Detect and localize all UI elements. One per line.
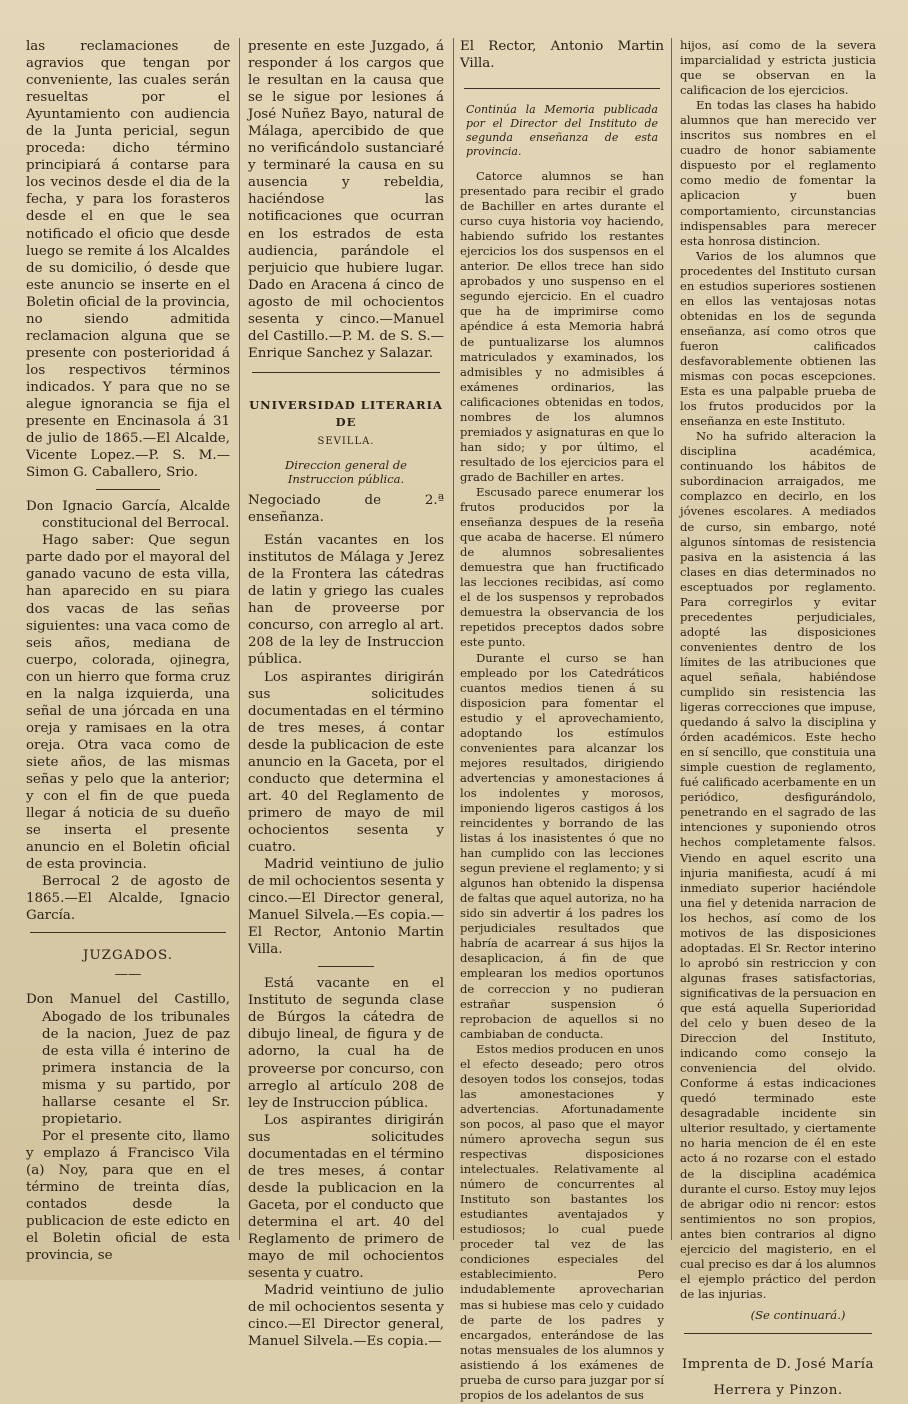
paragraph: Están vacantes en los institutos de Málaga y Jerez de la Frontera las cátedras de latin y griego las cuales han de proveerse por concurso, con arreglo al art. 208 de la ley de Instruccion pública.: [248, 533, 444, 668]
paragraph: Durante el curso se han empleado por los Catedráticos cuantos medios tienen á su disposicion para fomentar el estudio y el aprovechamiento, adoptando los estímulos convenientes para alcanzar los mejores resultados, dirigiendo advertencias y amonestaciones á los indolentes y morosos, imponiendo ligeros castigos á los reincidentes y borrando de las listas á los inasistentes ó que no han cumplido con las lecciones segun previene el reglamento; y si algunos han obtenido la dispensa de faltas que aquel autoriza, no ha sido sin advertir á los padres los perjudiciales resultados que habría de acarrear á sus hijos la desaplicacion, á fin de que emplearan los medios oportunos de correccion y no pudieran estrañar suspension ó reprobacion de aquellos si no cambiaban de conducta.: [460, 650, 664, 1041]
paragraph: No ha sufrido alteracion la disciplina académica, continuando los hábitos de subordinacion arraigados, me complazco en decirlo, en los jóvenes escolares. A mediados de curso, sin embargo, noté algunos síntomas de resistencia pasiva en la asistencia á las clases en dias determinados no esceptuados por reglamento. Para corregirlos y evitar precedentes perjudiciales, adopté las disposiciones convenientes dentro de los límites de las atribuciones que aquel señala, habiéndose cumplido sin resistencia las ligeras correcciones que impuse, quedando á salvo la disciplina y órden académicos. Este hecho en sí sencillo, que constituia una simple cuestion de reglamento, fué calificado acerbamente en un periódico, desfigurándolo, penetrando en el sagrado de las intenciones y suponiendo otros hechos completamente falsos. Viendo en aquel escrito una injuria manifiesta, acudí á mi inmediato superior haciéndole una fiel y detenida narracion de los hechos, así como de los motivos de las disposiciones adoptadas. El Sr. Rector interino lo aprobó sin restriccion y con algunas frases satisfactorias, significativas de la persuacion en que está aquella Superioridad del celo y buen deseo de la Direccion del Instituto, indicando como consejo la conveniencia del olvido. Conforme á estas indicaciones quedó terminado este desagradable incidente sin ulterior resultado, y ciertamente no haria mencion de él en este acto á no rozarse con el estado de la disciplina académica durante el curso. Estoy muy lejos de abrigar odio ni rencor: estos sentimientos no son propios, antes bien contrarios al digno ejercicio del magisterio, en el cual preciso es dar á los alumnos el ejemplo práctico del perdon de las injurias.: [680, 429, 876, 1301]
divider: [252, 372, 440, 373]
divider: [96, 489, 160, 490]
paragraph: las reclamaciones de agravios que tengan por conveniente, las cuales serán resueltas por el Ayuntamiento con audiencia de la Junta pericial, segun proceda: dicho término principiará á contarse para los vecinos desde el dia de la fecha, y para los forasteros desde el en que le sea notificado el oficio que desde luego se remite á los Alcaldes de su domicilio, ó desde que este anuncio se inserte en el Boletin oficial de la provincia, no siendo admitida reclamacion alguna que se presente con posterioridad á los respectivos términos indicados. Y para que no se alegue ignorancia se fija el presente en Encinasola á 31 de julio de 1865.—El Alcalde, Vicente Lopez.—P. S. M.—Simon G. Caballero, Srio.: [26, 39, 230, 481]
column-rule: [671, 38, 672, 1240]
continuara-note: (Se continuará.): [750, 1307, 846, 1322]
paragraph: Estos medios producen en unos el efecto deseado; pero otros desoyen todos los consejos, todas las amonestaciones y advertencias. Afortunadamente son pocos, al paso que el mayor número aprovecha segun sus respectivas disposiciones intelectuales. Relativamente al número de concurrentes al Instituto son bastantes los estudiantes aventajados y estudiosos; lo cual puede proceder tal vez de las condiciones especiales del establecimiento. Pero indudablemente aprovecharian mas si hubiese mas celo y cuidado de parte de los padres y encargados, enterándose de las notas mensuales de los alumnos y asistiendo á los exámenes de prueba de curso para juzgar por sí propios de los adelantos de sus: [460, 1041, 664, 1402]
paragraph: Varios de los alumnos que procedentes del Instituto cursan en estudios superiores sostienen en ellos las ventajosas notas obtenidas en los de segunda enseñanza, así como otros que fueron calificados desfavorablemente obtienen las mismas con pocas escepciones. Esta es una palpable prueba de los frutos producidos por la enseñanza en este Instituto.: [680, 248, 876, 429]
paragraph: Hago saber: Que segun parte dado por el mayoral del ganado vacuno de esta villa, han aparecido en su piara dos vacas de las señas siguientes: una vaca como de seis años, mediana de cuerpo, colorada, ojinegra, con un hierro que forma cruz en la nalga izquierda, una señal de una jórcada en una oreja y ramisaes en la otra oreja. Otra vaca como de siete años, de las mismas señas y pelo que la anterior; y con el fin de que pueda llegar á noticia de su dueño se inserta el presente anuncio en el Boletin oficial de esta provincia.: [26, 533, 230, 873]
university-heading: UNIVERSIDAD LITERARIA DE: [249, 397, 443, 429]
paragraph: Los aspirantes dirigirán sus solicitudes documentadas en el término de tres meses, á contar desde la publicacion de este anuncio en la Gaceta, por el conducto que determina el art. 40 del Reglamento de primero de mayo de mil ochocientos sesenta y cuatro.: [248, 669, 444, 855]
imprenta-line-1: Imprenta de D. José María: [682, 1356, 874, 1372]
university-subheading: SEVILLA.: [317, 435, 375, 447]
divider: [464, 88, 660, 89]
section-heading: JUZGADOS.: [83, 948, 173, 964]
divider: [318, 966, 374, 967]
column-2: [248, 38, 444, 1350]
column-rule: [239, 38, 240, 1240]
imprenta-line-2: Herrera y Pinzon.: [713, 1382, 843, 1398]
paragraph: Berrocal 2 de agosto de 1865.—El Alcalde, Ignacio García.: [26, 874, 230, 924]
signature: El Rector, Antonio Martin Villa.: [460, 39, 664, 71]
direccion-heading: Direccion general de Instruccion pública.: [285, 458, 407, 487]
negociado-heading: Negociado de 2.ª enseñanza.: [248, 493, 444, 526]
divider: [30, 932, 226, 933]
notice-heading: Don Ignacio García, Alcalde constitucional del Berrocal.: [26, 499, 230, 532]
paragraph: En todas las clases ha habido alumnos que han merecido ver inscritos sus nombres en el cuadro de honor sabiamente dispuesto por el reglamento como medio de fomentar la aplicacion y buen comportamiento, circunstancias indispensables para merecer esta honrosa distincion.: [680, 98, 876, 248]
paragraph: Catorce alumnos se han presentado para recibir el grado de Bachiller en artes durante el curso cuya historia voy haciendo, habiendo sufrido los restantes ejercicios los dos suspensos en el anterior. De ellos trece han sido aprobados y uno suspenso en el segundo ejercicio. En el cuadro que ha de imprimirse como apéndice á esta Memoria habrá de puntualizarse los alumnos matriculados y examinados, los admisibles y no admisibles á exámenes ordinarios, las calificaciones obtenidas en todos, nombres de los alumnos premiados y asignaturas en que lo han sido; y por último, el resultado de los ejercicios para el grado de Bachiller en artes.: [460, 169, 664, 484]
notice-heading: Don Manuel del Castillo, Abogado de los tribunales de la nacion, Juez de paz de esta villa é interino de primera instancia de la misma y su partido, por hallarse cesante el Sr. propietario.: [26, 992, 230, 1127]
paragraph: Madrid veintiuno de julio de mil ochocientos sesenta y cinco.—El Director general, Manuel Silvela.—Es copia.—El Rector, Antonio Martin Villa.: [248, 857, 444, 958]
divider: [684, 1333, 872, 1334]
memoria-intro: Continúa la Memoria publicada por el Director del Instituto de segunda enseñanza de esta provincia.: [466, 103, 658, 158]
paragraph: Escusado parece enumerar los frutos producidos por la enseñanza despues de la reseña que acaba de hacerse. El número de alumnos sobresalientes demuestra que han fructificado las lecciones recibidas, así como el de los suspensos y reprobados demuestra la observancia de los repetidos preceptos dados sobre este punto.: [460, 484, 664, 650]
paragraph: presente en este Juzgado, á responder á los cargos que le resultan en la causa que se le sigue por lesiones á José Nuñez Bayo, natural de Málaga, apercibido de que no verificándolo sustanciaré y terminaré la causa en su ausencia y rebeldia, haciéndose las notificaciones que ocurran en los estrados de esta audiencia, parándole el perjuicio que hubiere lugar. Dado en Aracena á cinco de agosto de mil ochocientos sesenta y cinco.—Manuel del Castillo.—P. M. de S. S.—Enrique Sanchez y Salazar.: [248, 39, 444, 361]
column-1: [26, 38, 230, 1264]
paragraph: Los aspirantes dirigirán sus solicitudes documentadas en el término de tres meses, á contar desde la publicacion en la Gaceta, por el conducto que determina el art. 40 del Reglamento de primero de mayo de mil ochocientos sesenta y cuatro.: [248, 1112, 444, 1282]
paragraph: Por el presente cito, llamo y emplazo á Francisco Vila (a) Noy, para que en el término de treinta días, contados desde la publicacion de este edicto en el Boletin oficial de esta provincia, se: [26, 1128, 230, 1264]
paragraph: hijos, así como de la severa imparcialidad y estricta justicia que se observan en la calificacion de los ejercicios.: [680, 38, 876, 98]
section-dash: ——: [114, 967, 142, 983]
paragraph: Está vacante en el Instituto de segunda clase de Búrgos la cátedra de dibujo lineal, de figura y de adorno, la cual ha de proveerse por concurso, con arreglo al artículo 208 de ley de Instruccion pública.: [248, 976, 444, 1111]
column-3: [460, 38, 664, 1402]
paragraph: Madrid veintiuno de julio de mil ochocientos sesenta y cinco.—El Director general, Manuel Silvela.—Es copia.—: [248, 1283, 444, 1350]
column-rule: [453, 38, 454, 1240]
column-4: [680, 38, 876, 1398]
